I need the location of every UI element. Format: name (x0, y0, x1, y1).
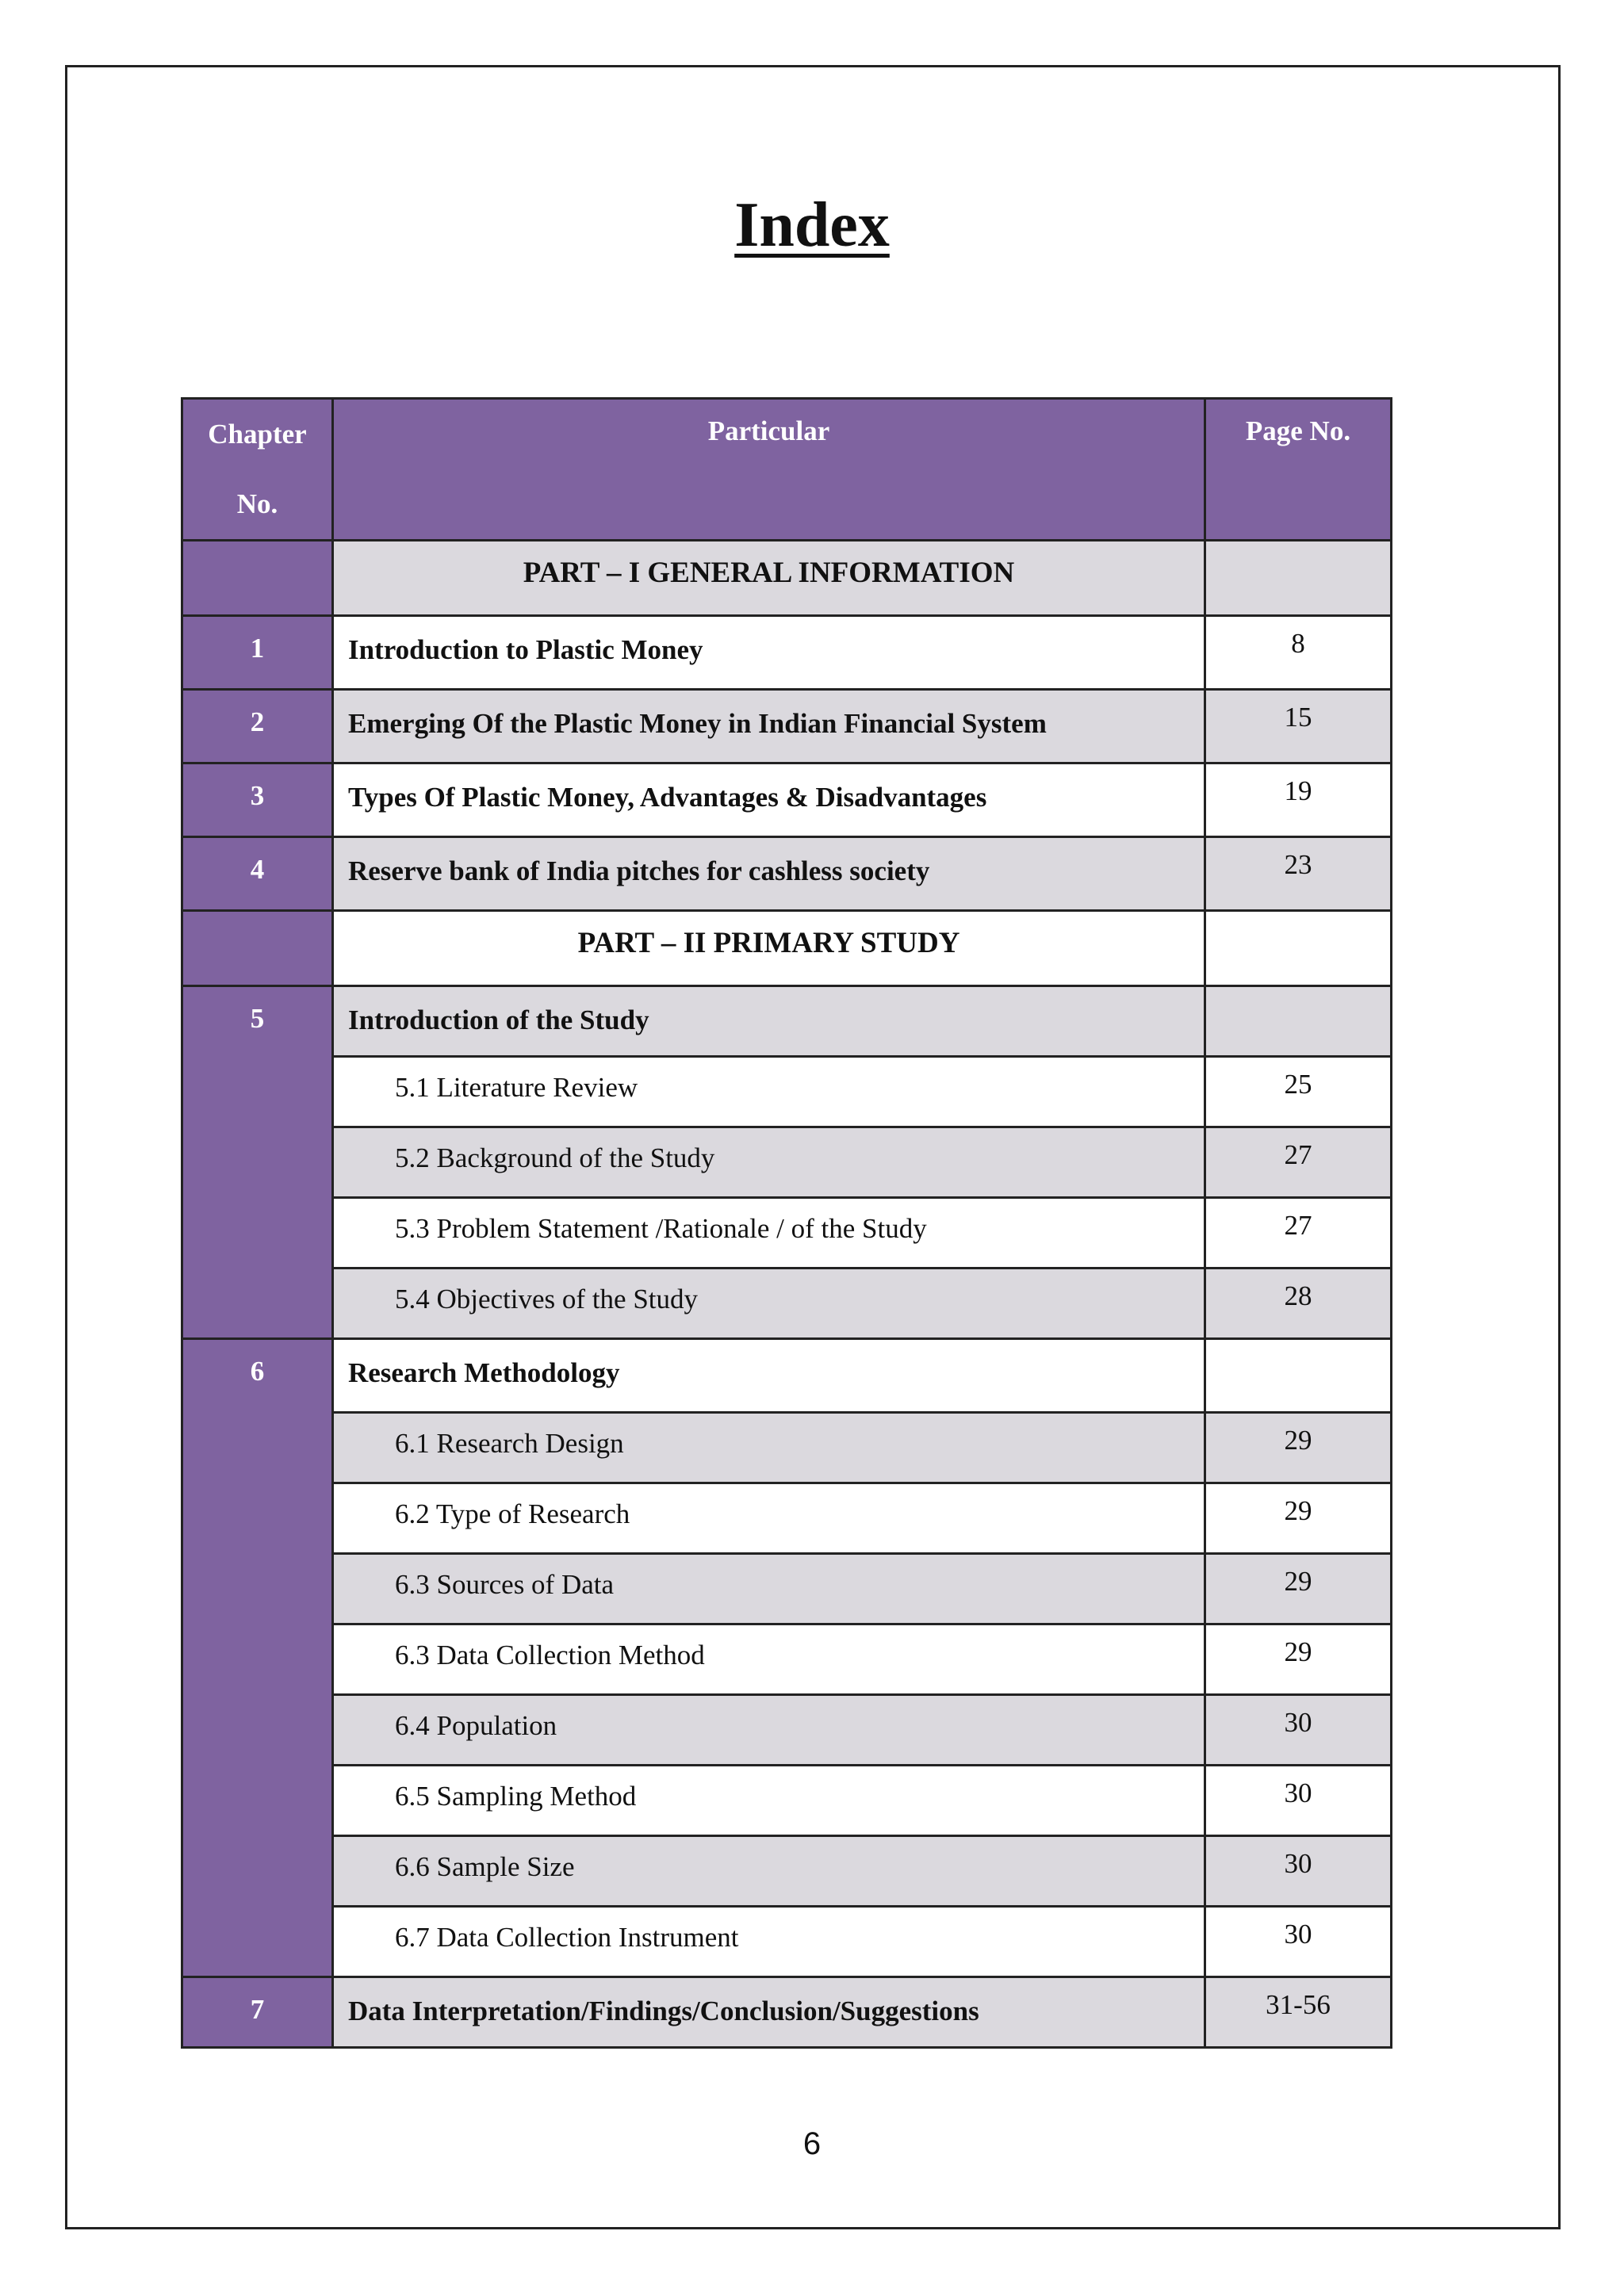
table-row (182, 690, 1392, 763)
page-number-cell: 15 (1205, 690, 1392, 763)
table-row (182, 1695, 1392, 1766)
chapter-title: Emerging Of the Plastic Money in Indian Financial System (333, 690, 1205, 763)
table-row (182, 1977, 1392, 2048)
table-row (182, 1269, 1392, 1339)
part-heading-row (182, 541, 1392, 616)
page-number-cell: 30 (1205, 1836, 1392, 1907)
part-heading-row (182, 911, 1392, 986)
chapter-cell-empty (182, 911, 333, 986)
header-page-no: Page No. (1205, 399, 1392, 541)
index-table (181, 397, 1392, 2049)
header-no-label: No. (236, 488, 278, 519)
chapter-number: 2 (182, 690, 333, 763)
part-title: PART – II PRIMARY STUDY (333, 911, 1205, 986)
page-number-cell: 27 (1205, 1198, 1392, 1269)
section-title: 5.1 Literature Review (333, 1057, 1205, 1127)
section-title: 6.6 Sample Size (333, 1836, 1205, 1907)
table-row (182, 1413, 1392, 1483)
table-row (182, 1127, 1392, 1198)
chapter-title: Data Interpretation/Findings/Conclusion/Suggestions (333, 1977, 1205, 2048)
section-title: 5.4 Objectives of the Study (333, 1269, 1205, 1339)
section-title: 6.3 Sources of Data (333, 1554, 1205, 1624)
table-row (182, 763, 1392, 837)
table-row (182, 1198, 1392, 1269)
section-title: 6.1 Research Design (333, 1413, 1205, 1483)
page-number-cell: 31-56 (1205, 1977, 1392, 2048)
chapter-cell-empty (182, 541, 333, 616)
page-number-cell: 30 (1205, 1695, 1392, 1766)
table-row (182, 837, 1392, 911)
page-cell-empty (1205, 541, 1392, 616)
page-title: Index (734, 190, 890, 260)
section-title: 6.3 Data Collection Method (333, 1624, 1205, 1695)
chapter-number: 3 (182, 763, 333, 837)
table-header-row (182, 399, 1392, 541)
page-number-cell: 29 (1205, 1413, 1392, 1483)
page-footer-number: 6 (802, 2126, 822, 2161)
page-number-cell (1205, 1339, 1392, 1413)
chapter-title: Research Methodology (333, 1339, 1205, 1413)
table-row (182, 1483, 1392, 1554)
page-number-cell: 28 (1205, 1269, 1392, 1339)
chapter-number: 4 (182, 837, 333, 911)
chapter-number: 5 (182, 986, 333, 1339)
chapter-number: 7 (182, 1977, 333, 2048)
page-number-cell: 30 (1205, 1907, 1392, 1977)
page-number-cell: 30 (1205, 1766, 1392, 1836)
header-particular: Particular (333, 399, 1205, 541)
chapter-number: 6 (182, 1339, 333, 1977)
page-number-cell: 29 (1205, 1554, 1392, 1624)
table-row (182, 1836, 1392, 1907)
section-title: 5.3 Problem Statement /Rationale / of the Study (333, 1198, 1205, 1269)
page-number-cell: 27 (1205, 1127, 1392, 1198)
page-number-cell: 25 (1205, 1057, 1392, 1127)
table-row (182, 616, 1392, 690)
table-row (182, 1907, 1392, 1977)
section-title: 6.5 Sampling Method (333, 1766, 1205, 1836)
chapter-title: Types Of Plastic Money, Advantages & Disadvantages (333, 763, 1205, 837)
table-row (182, 1339, 1392, 1413)
page-number-cell: 23 (1205, 837, 1392, 911)
page-number-cell: 19 (1205, 763, 1392, 837)
chapter-number: 1 (182, 616, 333, 690)
page-number-cell: 29 (1205, 1483, 1392, 1554)
section-title: 6.2 Type of Research (333, 1483, 1205, 1554)
page-number-cell: 8 (1205, 616, 1392, 690)
section-title: 6.4 Population (333, 1695, 1205, 1766)
section-title: 5.2 Background of the Study (333, 1127, 1205, 1198)
table-row (182, 1554, 1392, 1624)
header-chapter-label: Chapter (208, 419, 307, 450)
section-title: 6.7 Data Collection Instrument (333, 1907, 1205, 1977)
table-row (182, 1624, 1392, 1695)
chapter-title: Introduction to Plastic Money (333, 616, 1205, 690)
table-row (182, 986, 1392, 1057)
page-number-cell: 29 (1205, 1624, 1392, 1695)
page-number-cell (1205, 986, 1392, 1057)
part-title: PART – I GENERAL INFORMATION (333, 541, 1205, 616)
table-row (182, 1766, 1392, 1836)
header-chapter-no (182, 399, 333, 541)
page-cell-empty (1205, 911, 1392, 986)
chapter-title: Reserve bank of India pitches for cashless society (333, 837, 1205, 911)
table-row (182, 1057, 1392, 1127)
chapter-title: Introduction of the Study (333, 986, 1205, 1057)
